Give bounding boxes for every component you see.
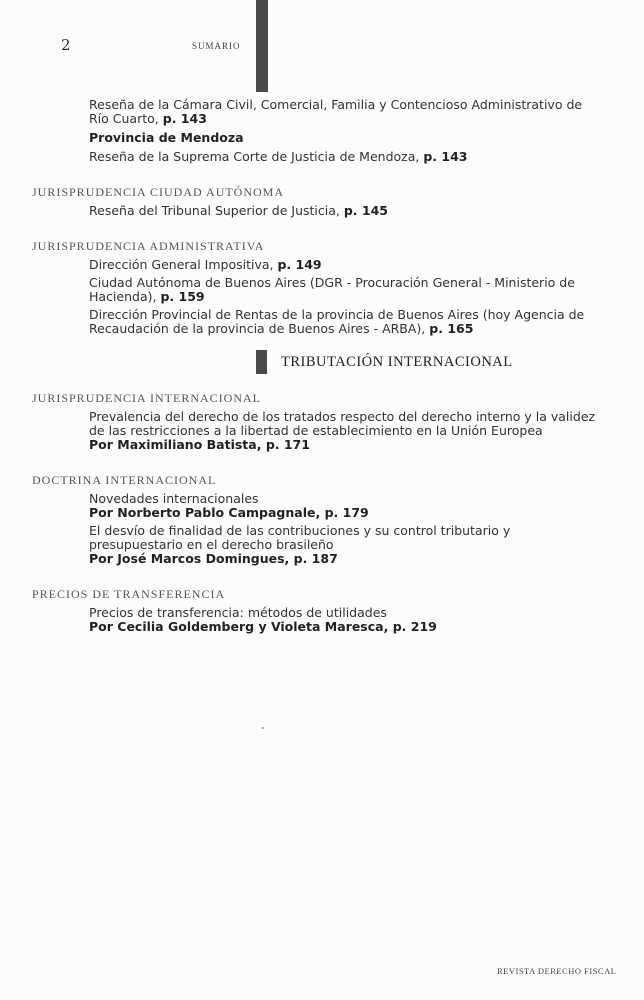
entry-title: Ciudad Autónoma de Buenos Aires (DGR - Procuración General - Ministerio de Hacienda),: [89, 275, 575, 304]
print-speck: [262, 727, 264, 729]
entry-title: Reseña del Tribunal Superior de Justicia,: [89, 203, 340, 218]
entry-title: Novedades internacionales: [89, 491, 259, 506]
toc-entry: [89, 150, 599, 164]
toc-entry: [89, 492, 599, 520]
journal-footer: REVISTA DERECHO FISCAL: [497, 966, 617, 976]
major-section-title: TRIBUTACIÓN INTERNACIONAL: [281, 354, 513, 370]
entry-page: p. 149: [277, 257, 322, 272]
entry-title: Dirección Provincial de Rentas de la provincia de Buenos Aires (hoy Agencia de Recaudación de la provincia de Buenos Aires - ARBA),: [89, 307, 585, 336]
entry-title: El desvío de finalidad de las contribuciones y su control tributario y presupuestario en el derecho brasileño: [89, 523, 511, 552]
header-tab-bar: [256, 0, 268, 92]
section-heading: PRECIOS DE TRANSFERENCIA: [32, 587, 226, 601]
page-number: 2: [61, 36, 71, 54]
major-section-bar: [256, 350, 267, 374]
entry-page: p. 145: [343, 203, 388, 218]
toc-entry: [89, 410, 599, 452]
entry-title: Reseña de la Cámara Civil, Comercial, Familia y Contencioso Administrativo de Río Cuarto,: [89, 97, 583, 126]
entry-page: p. 159: [160, 289, 205, 304]
table-of-contents: [0, 98, 644, 634]
entry-author: Por José Marcos Domingues, p. 187: [89, 551, 338, 566]
toc-entry: [89, 204, 599, 218]
toc-entry: [89, 276, 599, 304]
entry-title: Prevalencia del derecho de los tratados respecto del derecho interno y la validez de las restricciones a la libertad de establecimiento en la Unión Europea: [89, 409, 596, 438]
section-heading: JURISPRUDENCIA ADMINISTRATIVA: [32, 239, 265, 253]
entry-title: Dirección General Impositiva,: [89, 257, 274, 272]
subsection-heading: Provincia de Mendoza: [89, 130, 244, 145]
entry-author: Por Cecilia Goldemberg y Violeta Maresca, p. 219: [89, 619, 437, 634]
entry-page: p. 165: [429, 321, 474, 336]
toc-entry: [89, 606, 599, 634]
running-header: SUMARIO: [192, 41, 241, 51]
entry-author: Por Maximiliano Batista, p. 171: [89, 437, 310, 452]
toc-entry: [89, 308, 599, 336]
entry-title: Reseña de la Suprema Corte de Justicia de Mendoza,: [89, 149, 420, 164]
section-heading: JURISPRUDENCIA CIUDAD AUTÓNOMA: [32, 185, 285, 199]
entry-page: p. 143: [162, 111, 207, 126]
major-section-heading: [0, 350, 644, 376]
section-heading: JURISPRUDENCIA INTERNACIONAL: [32, 391, 262, 405]
entry-author: Por Norberto Pablo Campagnale, p. 179: [89, 505, 369, 520]
entry-title: Precios de transferencia: métodos de utilidades: [89, 605, 387, 620]
section-heading: DOCTRINA INTERNACIONAL: [32, 473, 217, 487]
toc-entry: [89, 258, 599, 272]
entry-page: p. 143: [423, 149, 468, 164]
toc-entry: [89, 98, 599, 126]
toc-entry: [89, 524, 599, 566]
